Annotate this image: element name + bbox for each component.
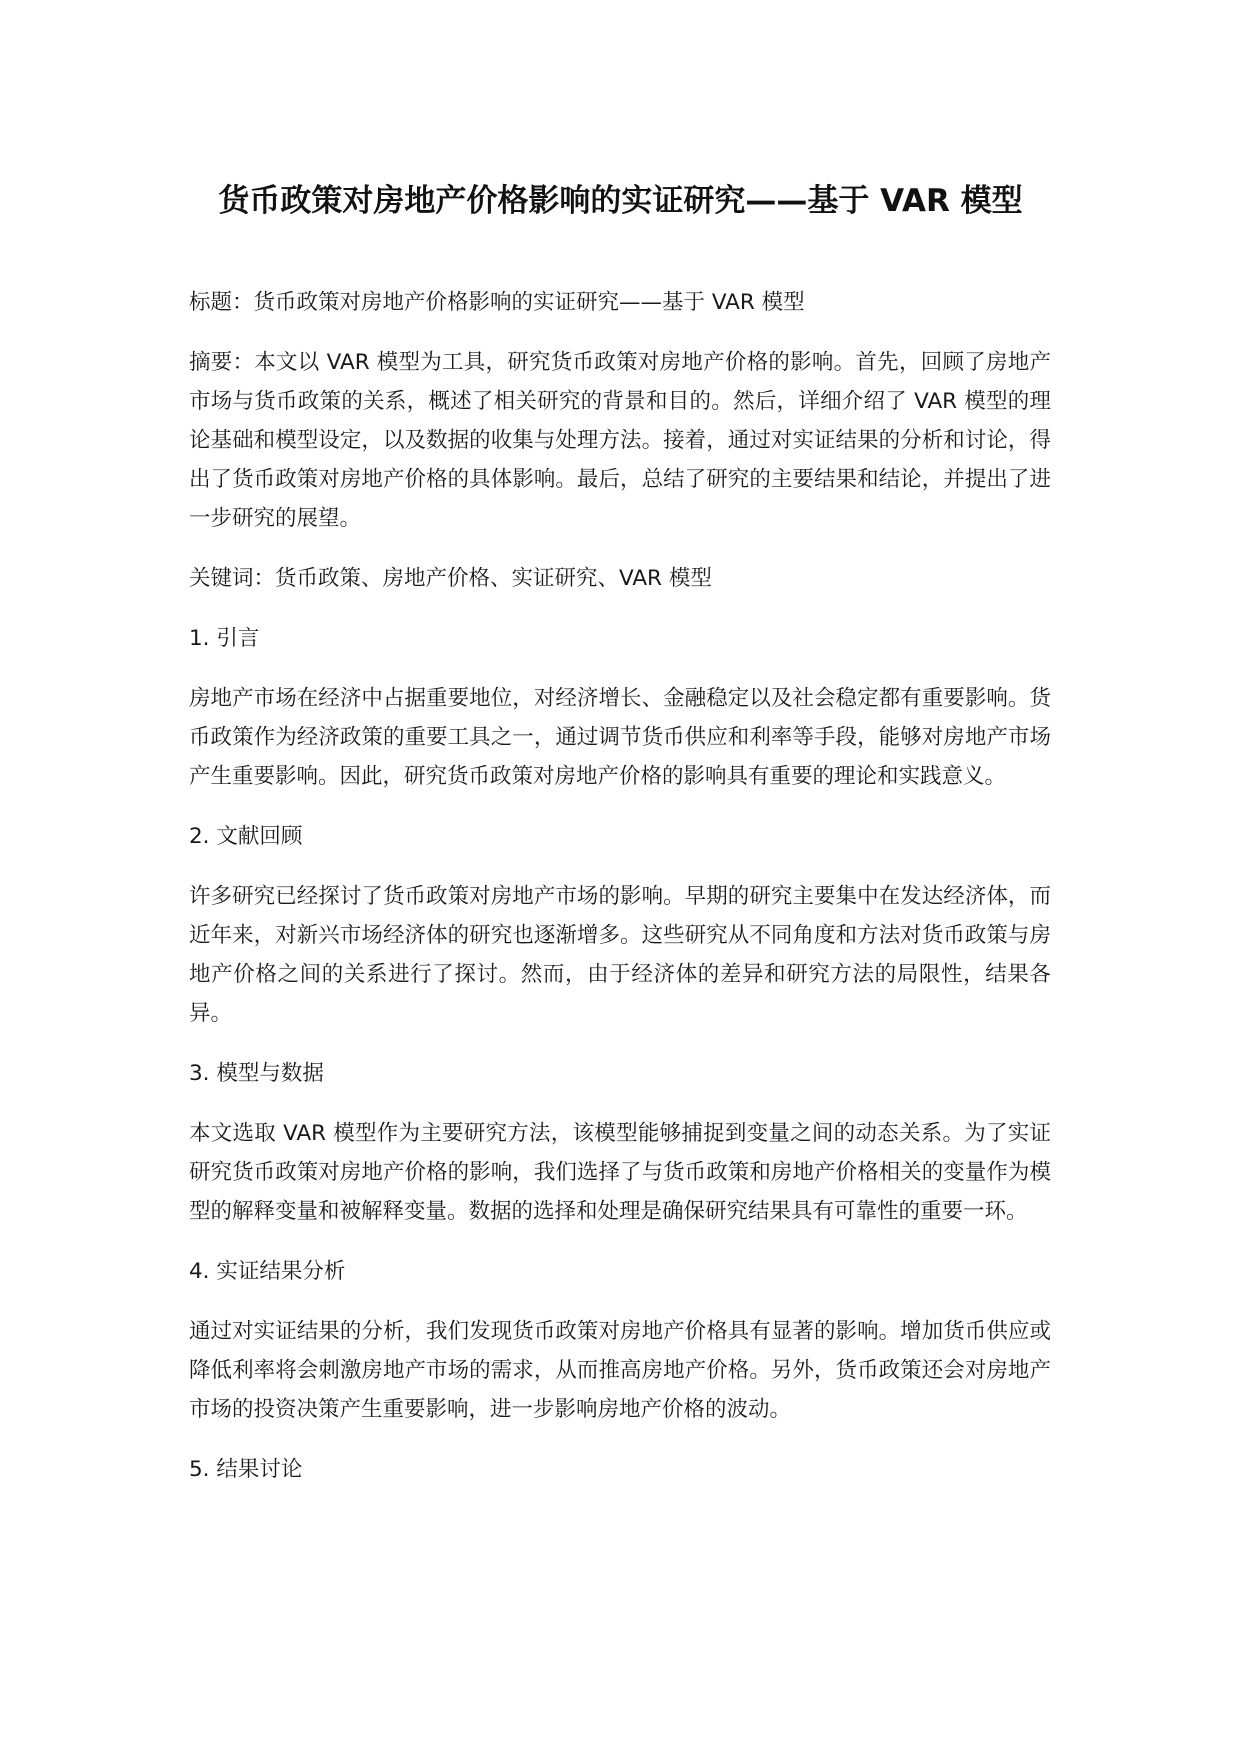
section-heading-empirical-results: 4. 实证结果分析 — [189, 1259, 346, 1284]
abstract-paragraph: 摘要：本文以 VAR 模型为工具，研究货币政策对房地产价格的影响。首先，回顾了房地产市场与货币政策的关系，概述了相关研究的背景和目的。然后，详细介绍了 VAR 模型的理论基础和模型设定，以及数据的收集与处理方法。接着，通过对实证结果的分析和讨论，得出了货币政策对房地产价格的具体影响。最后，总结了研究的主要结果和结论，并提出了进一步研究的展望。 — [189, 350, 1051, 531]
section-heading-model-and-data: 3. 模型与数据 — [189, 1061, 324, 1086]
title-line: 标题：货币政策对房地产价格影响的实证研究——基于 VAR 模型 — [189, 290, 805, 315]
section-paragraph-model-and-data: 本文选取 VAR 模型作为主要研究方法，该模型能够捕捉到变量之间的动态关系。为了实证研究货币政策对房地产价格的影响，我们选择了与货币政策和房地产价格相关的变量作为模型的解释变量和被解释变量。数据的选择和处理是确保研究结果具有可靠性的重要一环。 — [189, 1121, 1051, 1224]
section-heading-introduction: 1. 引言 — [189, 626, 260, 651]
section-heading-results-discussion: 5. 结果讨论 — [189, 1457, 303, 1482]
document-title: 货币政策对房地产价格影响的实证研究——基于 VAR 模型 — [218, 183, 1023, 219]
section-paragraph-introduction: 房地产市场在经济中占据重要地位，对经济增长、金融稳定以及社会稳定都有重要影响。货币政策作为经济政策的重要工具之一，通过调节货币供应和利率等手段，能够对房地产市场产生重要影响。因此，研究货币政策对房地产价格的影响具有重要的理论和实践意义。 — [189, 686, 1051, 789]
section-paragraph-literature-review: 许多研究已经探讨了货币政策对房地产市场的影响。早期的研究主要集中在发达经济体，而近年来，对新兴市场经济体的研究也逐渐增多。这些研究从不同角度和方法对货币政策与房地产价格之间的关系进行了探讨。然而，由于经济体的差异和研究方法的局限性，结果各异。 — [189, 884, 1051, 1026]
section-heading-literature-review: 2. 文献回顾 — [189, 824, 303, 849]
section-paragraph-empirical-results: 通过对实证结果的分析，我们发现货币政策对房地产价格具有显著的影响。增加货币供应或降低利率将会刺激房地产市场的需求，从而推高房地产价格。另外，货币政策还会对房地产市场的投资决策产生重要影响，进一步影响房地产价格的波动。 — [189, 1319, 1051, 1422]
keywords-line: 关键词：货币政策、房地产价格、实证研究、VAR 模型 — [189, 566, 712, 591]
document-body — [189, 283, 1051, 1510]
